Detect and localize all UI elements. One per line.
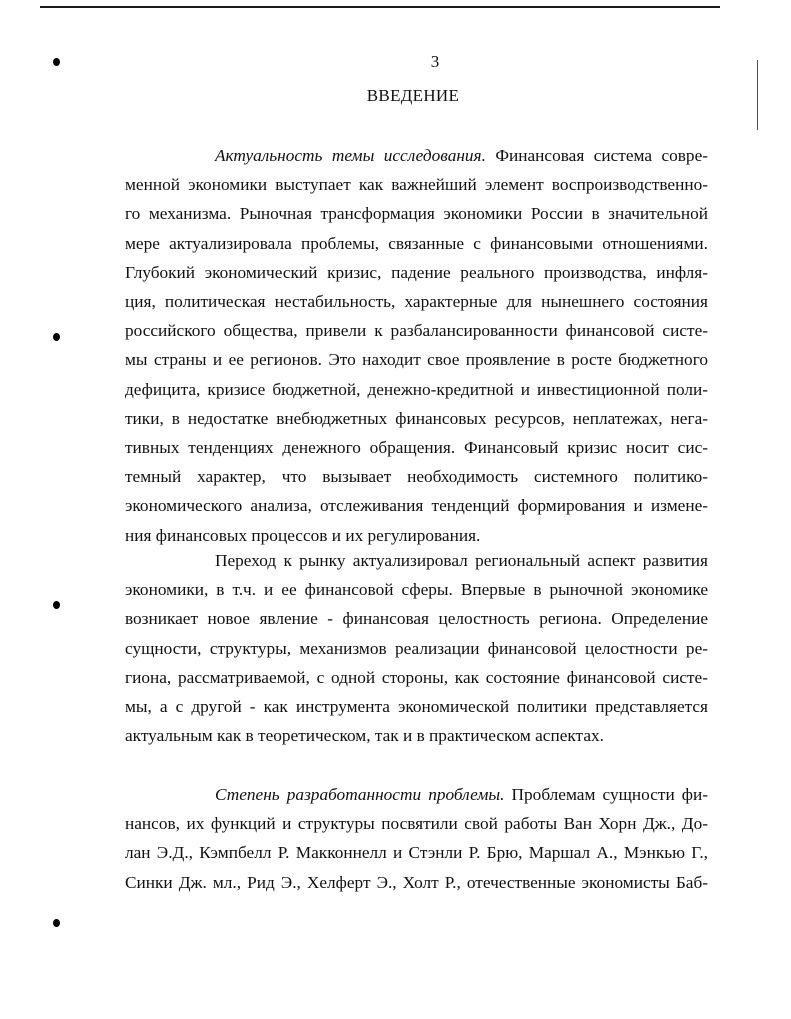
binding-hole-mark: [53, 58, 60, 66]
paragraph-line: дефицита, кризисе бюджетной, денежно-кредитной и инвестиционной поли-: [125, 379, 708, 399]
paragraph-line: Степень разработанности проблемы. Проблемам сущности фи-: [215, 785, 708, 804]
paragraph-line: Глубокий экономический кризис, падение реального производства, инфля-: [125, 262, 708, 282]
paragraph-relevance: [125, 141, 708, 550]
paragraph-line: лан Э.Д., Кэмпбелл Р. Макконнелл и Стэнли Р. Брю, Маршал А., Мэнкью Г.,: [125, 843, 708, 863]
paragraph-line: российского общества, привели к разбалансированности финансовой систе-: [125, 321, 708, 341]
paragraph-line: ция, политическая нестабильность, характерные для нынешнего состояния: [125, 292, 708, 312]
paragraph-line: экономики, в т.ч. и ее финансовой сферы. Впервые в рыночной экономике: [125, 580, 708, 600]
paragraph-line: сущности, структуры, механизмов реализации финансовой целостности ре-: [125, 638, 708, 658]
paragraph-line: нансов, их функций и структуры посвятили свой работы Ван Хорн Дж., До-: [125, 814, 708, 834]
paragraph-line: Переход к рынку актуализировал региональный аспект развития: [215, 551, 708, 570]
paragraph-line: тики, в недостатке внебюджетных финансовых ресурсов, неплатежах, нега-: [125, 408, 708, 428]
paragraph-line: го механизма. Рыночная трансформация экономики России в значительной: [125, 204, 708, 224]
paragraph-line: темный характер, что вызывает необходимость системного политико-: [125, 467, 708, 487]
paragraph-line: мы, а с другой - как инструмента экономической политики представляется: [125, 697, 708, 717]
scan-top-edge: [40, 6, 720, 8]
paragraph-line: экономического анализа, отслеживания тенденций формирования и измене-: [125, 496, 708, 516]
paragraph-transition: [125, 546, 708, 750]
page-title: ВВЕДЕНИЕ: [366, 86, 460, 105]
paragraph-line: гиона, рассматриваемой, с одной стороны, как состояние финансовой систе-: [125, 667, 708, 687]
scan-right-edge: [757, 60, 758, 130]
binding-hole-mark: [53, 333, 60, 341]
paragraph-line: мере актуализировала проблемы, связанные с финансовыми отношениями.: [125, 233, 708, 253]
paragraph-line: возникает новое явление - финансовая целостность региона. Определение: [125, 609, 708, 629]
paragraph-line: менной экономики выступает как важнейший элемент воспроизводственно-: [125, 175, 708, 195]
paragraph-line: Актуальность темы исследования. Финансовая система совре-: [215, 146, 708, 165]
page-number: 3: [430, 52, 440, 71]
binding-hole-mark: [53, 919, 60, 927]
paragraph-line: ния финансовых процессов и их регулирования.: [125, 525, 481, 545]
paragraph-line: актуальным как в теоретическом, так и в практическом аспектах.: [125, 726, 604, 746]
paragraph-development-degree: [125, 780, 708, 897]
binding-hole-mark: [53, 601, 60, 609]
section-lead-relevance: Актуальность темы исследования.: [215, 146, 486, 165]
section-lead-development: Степень разработанности проблемы.: [215, 785, 505, 804]
paragraph-line: Синки Дж. мл., Рид Э., Хелферт Э., Холт Р., отечественные экономисты Баб-: [125, 872, 708, 892]
paragraph-line: тивных тенденциях денежного обращения. Финансовый кризис носит сис-: [125, 438, 708, 458]
paragraph-line: мы страны и ее регионов. Это находит свое проявление в росте бюджетного: [125, 350, 708, 370]
